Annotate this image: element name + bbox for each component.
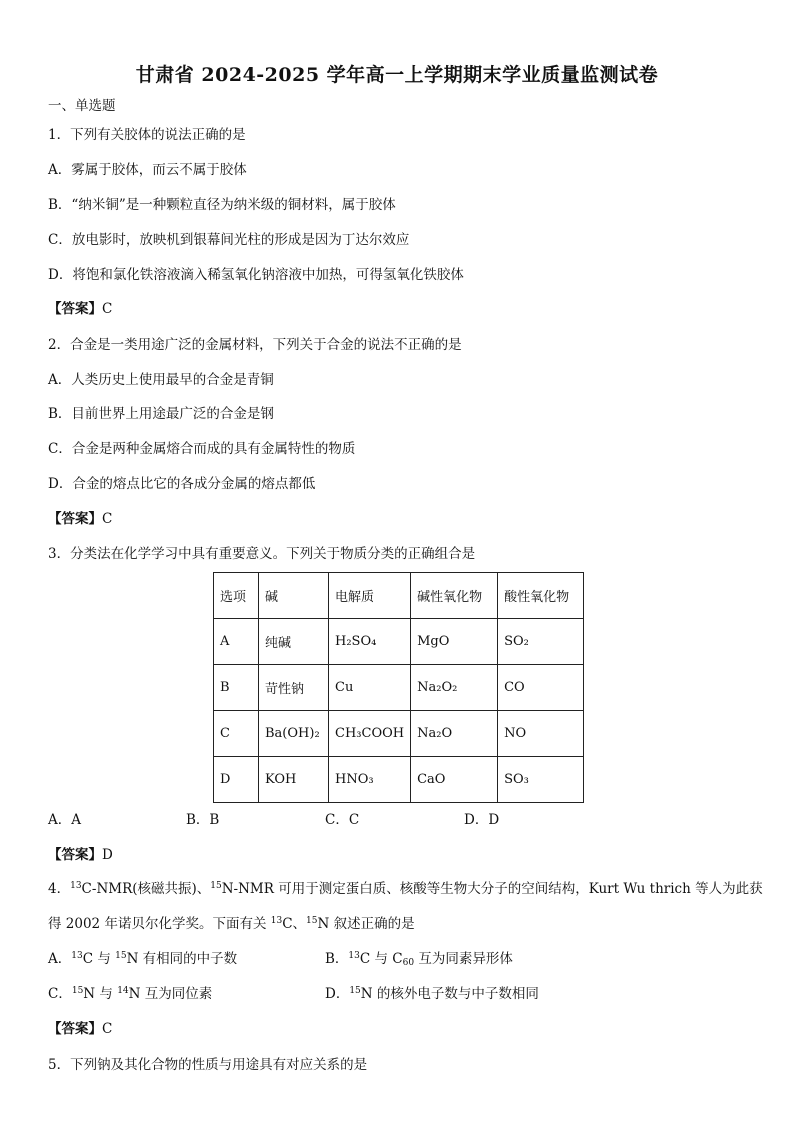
option-text: N 互为同位素	[128, 986, 213, 1002]
q4-option-b	[325, 950, 513, 968]
table-cell: CO	[498, 665, 584, 711]
q3-stem: 3．分类法在化学学习中具有重要意义。下列关于物质分类的正确组合是	[48, 546, 476, 562]
table-cell: Cu	[329, 665, 411, 711]
q1-option-a: A．雾属于胶体，而云不属于胶体	[48, 162, 247, 178]
isotope-mass-number: 13	[70, 881, 82, 891]
q4-text: C-NMR(核磁共振)、	[81, 881, 211, 897]
table-header-row	[214, 573, 584, 619]
subscript: 60	[402, 958, 415, 968]
option-prefix: D．	[325, 986, 350, 1002]
table-row	[214, 757, 584, 803]
q1-stem: 1．下列有关胶体的说法正确的是	[48, 127, 246, 143]
isotope-mass-number: 15	[210, 881, 222, 891]
q4-text: 得 2002 年诺贝尔化学奖。下面有关	[48, 916, 271, 932]
option-text: N 与	[83, 986, 118, 1002]
table-cell: D	[214, 757, 259, 803]
table-cell: Na₂O₂	[411, 665, 498, 711]
isotope-mass-number: 15	[349, 986, 361, 996]
option-text: C 与	[82, 951, 116, 967]
q4-answer	[48, 1020, 112, 1038]
q4-text: N-NMR 可用于测定蛋白质、核酸等生物大分子的空间结构，Kurt Wu thrich 等人为此获	[221, 881, 763, 897]
table-row	[214, 619, 584, 665]
table-row	[214, 665, 584, 711]
q3-option-d: D．D	[464, 812, 500, 828]
q1-option-d: D．将饱和氯化铁溶液滴入稀氢氧化钠溶液中加热，可得氢氧化铁胶体	[48, 267, 464, 283]
q1-answer-value: C	[102, 301, 113, 317]
table-cell: SO₂	[498, 619, 584, 665]
section-heading: 一、单选题	[48, 98, 116, 114]
q3-answer	[48, 846, 113, 864]
table-cell: KOH	[259, 757, 329, 803]
isotope-mass-number: 13	[348, 951, 360, 961]
table-row	[214, 711, 584, 757]
q4-answer-label: 【答案】	[48, 1021, 102, 1037]
table-cell: 苛性钠	[259, 665, 329, 711]
table-cell: MgO	[411, 619, 498, 665]
q3-option-a: A．A	[48, 812, 81, 828]
table-cell: B	[214, 665, 259, 711]
table-cell: HNO₃	[329, 757, 411, 803]
option-prefix: B．	[325, 951, 349, 967]
q2-option-b: B．目前世界上用途最广泛的合金是钢	[48, 406, 274, 422]
table-cell: CaO	[411, 757, 498, 803]
option-prefix: C．	[48, 986, 72, 1002]
q4-stem-line1	[48, 880, 763, 898]
option-prefix: A．	[48, 951, 72, 967]
table-cell: C	[214, 711, 259, 757]
table-header-cell: 碱	[259, 573, 329, 619]
q1-answer-label: 【答案】	[48, 301, 102, 317]
isotope-mass-number: 15	[306, 916, 318, 926]
q4-option-c	[48, 985, 212, 1003]
table-header-cell: 选项	[214, 573, 259, 619]
table-cell: A	[214, 619, 259, 665]
q2-stem: 2．合金是一类用途广泛的金属材料，下列关于合金的说法不正确的是	[48, 337, 462, 353]
isotope-mass-number: 15	[115, 951, 127, 961]
table-header-cell: 酸性氧化物	[498, 573, 584, 619]
table-cell: SO₃	[498, 757, 584, 803]
q5-stem: 5．下列钠及其化合物的性质与用途具有对应关系的是	[48, 1057, 368, 1073]
q4-stem-line2	[48, 915, 415, 933]
q2-answer	[48, 510, 112, 528]
q4-option-d	[325, 985, 539, 1003]
option-text: C 与 C	[359, 951, 403, 967]
isotope-mass-number: 13	[270, 916, 283, 926]
q3-option-b: B．B	[186, 812, 220, 828]
option-text: 互为同素异形体	[414, 951, 513, 967]
q1-option-b: B．“纳米铜”是一种颗粒直径为纳米级的铜材料，属于胶体	[48, 197, 396, 213]
q3-classification-table	[213, 572, 584, 803]
q4-number: 4．	[48, 881, 71, 897]
page-title: 甘肃省 2024-2025 学年高一上学期期末学业质量监测试卷	[135, 64, 659, 86]
q1-option-c: C．放电影时，放映机到银幕间光柱的形成是因为丁达尔效应	[48, 232, 410, 248]
q3-option-c: C．C	[325, 812, 360, 828]
table-cell: 纯碱	[259, 619, 329, 665]
q2-option-c: C．合金是两种金属熔合而成的具有金属特性的物质	[48, 441, 356, 457]
q4-text: C、	[282, 916, 307, 932]
q2-option-a: A．人类历史上使用最早的合金是青铜	[48, 372, 274, 388]
isotope-mass-number: 13	[71, 951, 83, 961]
q2-answer-label: 【答案】	[48, 511, 102, 527]
table-cell: Ba(OH)₂	[259, 711, 329, 757]
option-text: N 有相同的中子数	[126, 951, 238, 967]
table-cell: H₂SO₄	[329, 619, 411, 665]
q3-answer-value: D	[102, 847, 113, 863]
table-header-cell: 电解质	[329, 573, 411, 619]
table-header-cell: 碱性氧化物	[411, 573, 498, 619]
option-text: N 的核外电子数与中子数相同	[360, 986, 539, 1002]
q4-answer-value: C	[102, 1021, 113, 1037]
q4-text: N 叙述正确的是	[317, 916, 415, 932]
isotope-mass-number: 14	[117, 986, 129, 996]
q2-option-d: D．合金的熔点比它的各成分金属的熔点都低	[48, 476, 316, 492]
q3-answer-label: 【答案】	[48, 847, 102, 863]
table-cell: NO	[498, 711, 584, 757]
q2-answer-value: C	[102, 511, 113, 527]
isotope-mass-number: 15	[71, 986, 84, 996]
table-cell: Na₂O	[411, 711, 498, 757]
q1-answer	[48, 300, 112, 318]
table-cell: CH₃COOH	[329, 711, 411, 757]
q4-option-a	[48, 950, 237, 968]
